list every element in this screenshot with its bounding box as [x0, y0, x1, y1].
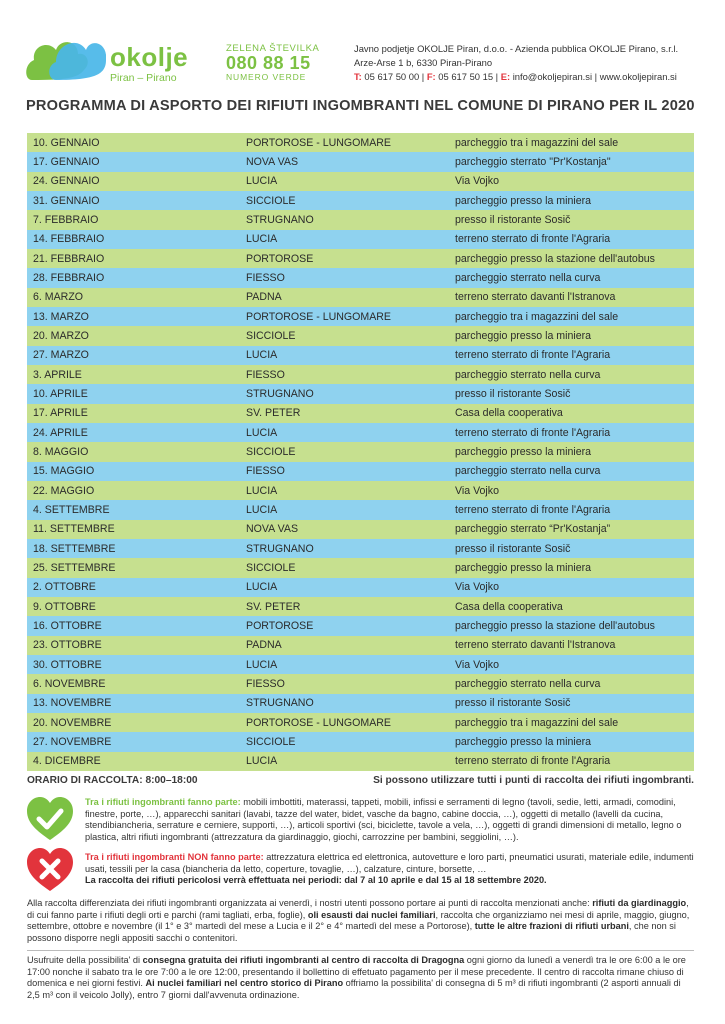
- row-place: STRUGNANO: [246, 213, 314, 226]
- row-location: parcheggio sterrato nella curva: [455, 271, 601, 284]
- included-body: mobili imbottiti, materassi, tappeti, mobili, infissi e serramenti di legno (tavoli, sedie, letti, armadi, comodini, finestre, porte, …), apparecchi sanitari (lavabi, tazze del water, bidet, vasche da bagno, cabine doccia, …), oggetti di metallo (lavelli da cucina, stendibiancheria, serrature e cerniere, supporti, …), articoli sportivi (sci, biciclette, tavole a vela, …), oggetti di grandi dimensioni di metallo, legno o plastica, altri rifiuti ingombranti (attrezzatura da giardinaggio, giochi, carrozzine per bambini, seggiolini, …).: [85, 797, 682, 842]
- row-date: 25. SETTEMBRE: [33, 561, 116, 574]
- row-date: 27. NOVEMBRE: [33, 735, 112, 748]
- table-row: [27, 230, 694, 249]
- company-info: [354, 42, 678, 84]
- row-date: 18. SETTEMBRE: [33, 542, 116, 555]
- table-row: [27, 520, 694, 539]
- green-line-subtitle: NUMERO VERDE: [226, 72, 307, 82]
- row-date: 8. MAGGIO: [33, 445, 89, 458]
- row-date: 3. APRILE: [33, 368, 82, 381]
- table-row: [27, 694, 694, 713]
- p2-text-1: Usufruite della possibilita' di: [27, 955, 143, 965]
- row-location: terreno sterrato di fronte l'Agraria: [455, 349, 611, 362]
- row-date: 13. NOVEMBRE: [33, 697, 112, 710]
- row-place: PADNA: [246, 291, 282, 304]
- row-place: LUCIA: [246, 175, 278, 188]
- row-place: LUCIA: [246, 426, 278, 439]
- row-date: 31. GENNAIO: [33, 194, 100, 207]
- collection-points-note: Si possono utilizzare tutti i punti di raccolta dei rifiuti ingombranti.: [373, 775, 694, 786]
- row-location: parcheggio sterrato "Pr'Kostanja": [455, 155, 611, 168]
- row-date: 13. MARZO: [33, 310, 89, 323]
- row-location: parcheggio sterrato nella curva: [455, 368, 601, 381]
- excluded-note: [27, 848, 694, 892]
- table-row: [27, 500, 694, 519]
- row-location: parcheggio tra i magazzini del sale: [455, 716, 619, 729]
- divider: [27, 950, 694, 951]
- row-date: 10. GENNAIO: [33, 136, 100, 149]
- okolje-logo-icon: [26, 30, 106, 82]
- brand-subtitle: Piran – Pirano: [110, 72, 177, 84]
- fax-value: 05 617 50 15: [438, 71, 494, 82]
- row-location: Via Vojko: [455, 175, 499, 188]
- table-row: [27, 152, 694, 171]
- row-place: LUCIA: [246, 658, 278, 671]
- brand-name: okolje: [110, 42, 189, 72]
- row-place: NOVA VAS: [246, 155, 299, 168]
- schedule-table: [27, 133, 694, 771]
- row-date: 6. NOVEMBRE: [33, 677, 106, 690]
- table-row: [27, 713, 694, 732]
- table-row: [27, 307, 694, 326]
- row-place: PADNA: [246, 639, 282, 652]
- row-place: STRUGNANO: [246, 387, 314, 400]
- row-location: terreno sterrato di fronte l'Agraria: [455, 755, 611, 768]
- row-place: PORTOROSE: [246, 619, 314, 632]
- row-location: terreno sterrato davanti l'Istranova: [455, 291, 616, 304]
- row-date: 16. OTTOBRE: [33, 619, 102, 632]
- row-place: STRUGNANO: [246, 542, 314, 555]
- row-location: Casa della cooperativa: [455, 407, 563, 420]
- row-place: PORTOROSE - LUNGOMARE: [246, 716, 392, 729]
- email-label: E:: [500, 71, 511, 82]
- row-location: terreno sterrato di fronte l'Agraria: [455, 233, 611, 246]
- p1-bold-1: rifiuti da giardinaggio: [592, 898, 687, 908]
- row-date: 23. OTTOBRE: [33, 639, 102, 652]
- row-date: 20. MARZO: [33, 329, 89, 342]
- row-location: terreno sterrato di fronte l'Agraria: [455, 503, 611, 516]
- p1-text-1: Alla raccolta differenziata dei rifiuti ingombranti organizzata ai venerdì, i nostri utenti possono portare ai punti di raccolta menzionati anche:: [27, 898, 593, 908]
- table-row: [27, 423, 694, 442]
- row-location: Casa della cooperativa: [455, 600, 563, 613]
- table-row: [27, 539, 694, 558]
- brand: [110, 44, 188, 84]
- table-row: [27, 268, 694, 287]
- row-location: parcheggio sterrato nella curva: [455, 465, 601, 478]
- table-row: [27, 249, 694, 268]
- p2-text-2: ogni giorno da lunedì a venerdì tra le ore 6:00 a le ore 17:00 nonche il sabato tra le ore 7:00 a le ore 12:00, presentando il bollettino di effetuato pagamento per il mese precedente. Il centro di raccolta rimane chiuso di domenica e nei giorni festivi.: [27, 955, 686, 989]
- p2-bold-1: consegna gratuita dei rifiuti ingombranti al centro di raccolta di Dragogna: [142, 955, 465, 965]
- row-date: 2. OTTOBRE: [33, 581, 96, 594]
- p1-text-2: , di cui fanno parte i rifiuti degli orti e parchi (rami tagliati, erba, foglie),: [27, 898, 689, 920]
- hours-row: [27, 775, 694, 786]
- row-location: parcheggio tra i magazzini del sale: [455, 310, 619, 323]
- table-row: [27, 558, 694, 577]
- green-line-label: ZELENA ŠTEVILKA: [226, 43, 320, 54]
- cross-heart-icon: [27, 848, 73, 892]
- fax-label: F:: [426, 71, 436, 82]
- table-row: [27, 578, 694, 597]
- hazard-note: La raccolta dei rifiuti pericolosi verrà effettuata nei periodi: dal 7 al 10 aprile e dal 15 al 18 settembre 2020.: [85, 875, 547, 886]
- row-place: SICCIOLE: [246, 445, 296, 458]
- row-date: 30. OTTOBRE: [33, 658, 102, 671]
- row-location: presso il ristorante Sosič: [455, 387, 571, 400]
- row-place: LUCIA: [246, 233, 278, 246]
- row-location: parcheggio presso la miniera: [455, 194, 592, 207]
- check-heart-icon: [27, 797, 73, 841]
- row-location: Via Vojko: [455, 658, 499, 671]
- p2-bold-2: Ai nuclei familiari nel centro storico di Pirano: [145, 978, 344, 989]
- tel-label: T:: [354, 71, 362, 82]
- excluded-body: attrezzatura elettrica ed elettronica, autovetture e loro parti, pneumatici usurati, materiale edile, indumenti usati, tessili per la casa (biancheria da letto, coperture, tovaglie, …), calzature, cinture, borsette, …: [85, 852, 694, 874]
- row-place: STRUGNANO: [246, 697, 314, 710]
- green-line: [226, 43, 319, 82]
- row-place: SICCIOLE: [246, 561, 296, 574]
- row-location: terreno sterrato davanti l'Istranova: [455, 639, 616, 652]
- website-link[interactable]: www.okoljepiran.si: [599, 71, 677, 82]
- row-place: NOVA VAS: [246, 523, 299, 536]
- table-row: [27, 288, 694, 307]
- p2-text-3: offriamo la possibilita' di consegna di 5 m³ di rifiuti ingombranti (2 asporti annuali di 2,5 m³ con il veicolo Jolly), entro 7 giorni dall'avvenuta ordinazione.: [27, 978, 681, 1000]
- row-date: 17. APRILE: [33, 407, 88, 420]
- table-row: [27, 191, 694, 210]
- row-place: PORTOROSE: [246, 252, 314, 265]
- row-location: presso il ristorante Sosič: [455, 542, 571, 555]
- row-place: PORTOROSE - LUNGOMARE: [246, 310, 392, 323]
- green-line-number: 080 88 15: [226, 53, 311, 73]
- info-paragraph-1: [27, 898, 694, 944]
- row-place: SV. PETER: [246, 600, 301, 613]
- row-place: LUCIA: [246, 484, 278, 497]
- p1-bold-2: oli esausti dai nuclei familiari: [307, 909, 436, 920]
- row-location: Via Vojko: [455, 484, 499, 497]
- row-place: FIESSO: [246, 465, 285, 478]
- table-row: [27, 752, 694, 771]
- row-date: 22. MAGGIO: [33, 484, 95, 497]
- row-date: 4. SETTEMBRE: [33, 503, 110, 516]
- company-address: Arze-Arse 1 b, 6330 Piran-Pirano: [354, 57, 493, 68]
- included-heading: Tra i rifiuti ingombranti fanno parte:: [85, 797, 241, 807]
- table-row: [27, 384, 694, 403]
- table-row: [27, 481, 694, 500]
- row-place: FIESSO: [246, 677, 285, 690]
- row-location: parcheggio presso la miniera: [455, 329, 592, 342]
- row-place: SICCIOLE: [246, 194, 296, 207]
- row-location: parcheggio presso la miniera: [455, 735, 592, 748]
- table-row: [27, 326, 694, 345]
- row-date: 15. MAGGIO: [33, 465, 95, 478]
- included-note: [27, 797, 694, 843]
- row-date: 10. APRILE: [33, 387, 88, 400]
- email-link[interactable]: info@okoljepiran.si: [512, 71, 593, 82]
- row-location: Via Vojko: [455, 581, 499, 594]
- header: [0, 0, 725, 92]
- row-date: 24. APRILE: [33, 426, 88, 439]
- row-place: SICCIOLE: [246, 735, 296, 748]
- included-text: [85, 797, 694, 843]
- row-place: PORTOROSE - LUNGOMARE: [246, 136, 392, 149]
- table-row: [27, 404, 694, 423]
- row-place: LUCIA: [246, 755, 278, 768]
- table-row: [27, 636, 694, 655]
- table-row: [27, 674, 694, 693]
- row-place: SICCIOLE: [246, 329, 296, 342]
- row-location: parcheggio tra i magazzini del sale: [455, 136, 619, 149]
- collection-hours: ORARIO DI RACCOLTA: 8:00–18:00: [27, 775, 198, 786]
- table-row: [27, 616, 694, 635]
- table-row: [27, 365, 694, 384]
- table-row: [27, 133, 694, 152]
- row-location: parcheggio presso la miniera: [455, 445, 592, 458]
- row-date: 9. OTTOBRE: [33, 600, 96, 613]
- row-place: SV. PETER: [246, 407, 301, 420]
- row-location: parcheggio presso la stazione dell'autobus: [455, 252, 655, 265]
- row-place: LUCIA: [246, 581, 278, 594]
- row-place: LUCIA: [246, 349, 278, 362]
- row-place: LUCIA: [246, 503, 278, 516]
- row-date: 14. FEBBRAIO: [33, 233, 105, 246]
- row-location: presso il ristorante Sosič: [455, 697, 571, 710]
- table-row: [27, 597, 694, 616]
- row-date: 28. FEBBRAIO: [33, 271, 105, 284]
- excluded-heading: Tra i rifiuti ingombranti NON fanno parte:: [85, 852, 264, 862]
- p1-text-4: , che non si possono disporre negli appositi sacchi o contenitori.: [27, 921, 676, 943]
- row-location: parcheggio sterrato nella curva: [455, 677, 601, 690]
- row-location: parcheggio presso la miniera: [455, 561, 592, 574]
- row-date: 4. DICEMBRE: [33, 755, 101, 768]
- table-row: [27, 172, 694, 191]
- row-location: terreno sterrato di fronte l'Agraria: [455, 426, 611, 439]
- p1-text-3: , raccolta che organizziamo nei mesi di aprile, maggio, giugno, settembre, ottobre e novembre (il 1° e 3° martedì del mese a Lucia e il 2° e 4° martedì del mese a Portorose),: [27, 909, 690, 932]
- excluded-text: [85, 852, 694, 887]
- row-date: 7. FEBBRAIO: [33, 213, 99, 226]
- row-date: 11. SETTEMBRE: [33, 523, 115, 536]
- table-row: [27, 210, 694, 229]
- row-place: FIESSO: [246, 368, 285, 381]
- row-location: parcheggio presso la stazione dell'autobus: [455, 619, 655, 632]
- company-contacts: T: 05 617 50 00 | F: 05 617 50 15 | E: info@okoljepiran.si | www.okoljepiran.si: [354, 71, 677, 82]
- row-date: 17. GENNAIO: [33, 155, 100, 168]
- p1-bold-3: tutte le altre frazioni di rifiuti urbani: [474, 921, 629, 932]
- row-date: 27. MARZO: [33, 349, 89, 362]
- row-date: 21. FEBBRAIO: [33, 252, 105, 265]
- row-location: presso il ristorante Sosič: [455, 213, 571, 226]
- tel-value: 05 617 50 00: [364, 71, 420, 82]
- table-row: [27, 462, 694, 481]
- table-row: [27, 442, 694, 461]
- page-title: PROGRAMMA DI ASPORTO DEI RIFIUTI INGOMBRANTI NEL COMUNE DI PIRANO PER IL 2020: [26, 98, 695, 114]
- table-row: [27, 655, 694, 674]
- row-date: 6. MARZO: [33, 291, 84, 304]
- row-place: FIESSO: [246, 271, 285, 284]
- table-row: [27, 346, 694, 365]
- info-paragraph-2: [27, 955, 694, 1001]
- row-date: 20. NOVEMBRE: [33, 716, 112, 729]
- row-location: parcheggio sterrato “Pr'Kostanja”: [455, 523, 611, 536]
- company-name: Javno podjetje OKOLJE Piran, d.o.o. - Azienda pubblica OKOLJE Pirano, s.r.l.: [354, 43, 679, 54]
- table-row: [27, 732, 694, 751]
- row-date: 24. GENNAIO: [33, 175, 100, 188]
